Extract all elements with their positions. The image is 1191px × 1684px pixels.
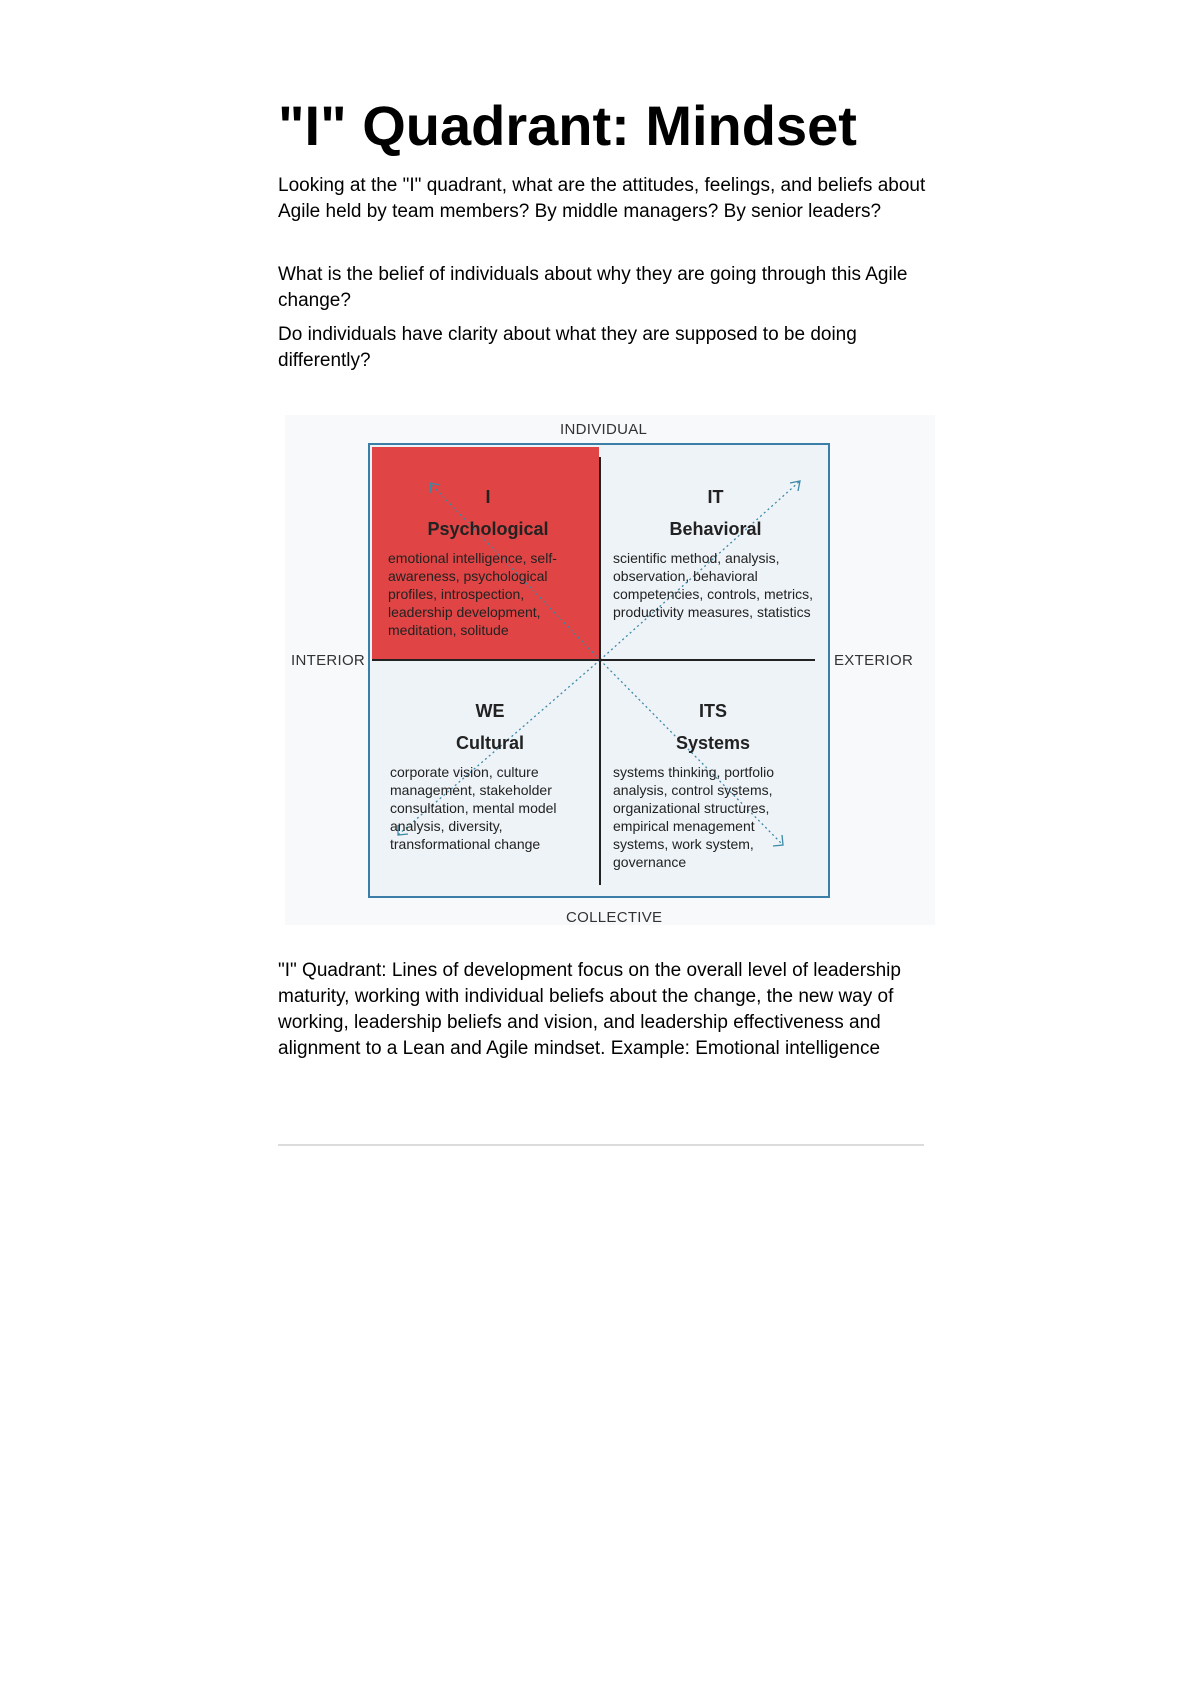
quadrant-code: WE <box>475 701 505 721</box>
diagram-caption: "I" Quadrant: Lines of development focus on the overall level of leadership maturity, working with individual beliefs about the change, the new way of working, leadership beliefs and vision, and leadership effectiveness and alignment to a Lean and Agile mindset. Example: Emotional intelligence <box>278 960 901 1059</box>
axis-label-individual: INDIVIDUAL <box>560 421 648 438</box>
quadrant-name: Behavioral <box>669 519 762 539</box>
quadrant-description: scientific method, analysis, observation, behavioral competencies, controls, metrics, productivity measures, statistics <box>613 550 813 620</box>
quadrant-code: I <box>485 487 491 507</box>
quadrant-upper-left <box>388 485 588 639</box>
quadrant-lower-left <box>390 699 590 853</box>
quadrant-name: Psychological <box>427 519 549 539</box>
quadrant-description: corporate vision, culture management, stakeholder consultation, mental model analysis, diversity, transformational change <box>390 764 557 852</box>
quadrant-name: Cultural <box>455 733 524 753</box>
quadrant-description: systems thinking, portfolio analysis, control systems, organizational structures, empirical menagement systems, work system, governance <box>613 764 775 870</box>
page-title: "I" Quadrant: Mindset <box>278 94 857 157</box>
section-divider <box>278 1144 924 1146</box>
quadrant-upper-right <box>613 485 818 621</box>
axis-label-interior: INTERIOR <box>291 652 366 669</box>
axis-label-collective: COLLECTIVE <box>566 909 663 926</box>
intro-paragraph-1: Looking at the "I" quadrant, what are the attitudes, feelings, and beliefs about Agile held by team members? By middle managers? By senior leaders? <box>278 175 926 222</box>
horizontal-divider <box>372 659 815 661</box>
intro-paragraph-2: What is the belief of individuals about why they are going through this Agile change? <box>278 264 908 311</box>
intro-paragraph-3: Do individuals have clarity about what they are supposed to be doing differently? <box>278 324 857 371</box>
quadrant-lower-right <box>613 699 813 871</box>
quadrant-code: ITS <box>698 701 727 721</box>
quadrant-code: IT <box>707 487 724 507</box>
quadrant-diagram <box>285 415 935 925</box>
vertical-divider <box>599 457 601 885</box>
axis-label-exterior: EXTERIOR <box>834 652 914 669</box>
quadrant-description: emotional intelligence, self-awareness, psychological profiles, introspection, leadership development, meditation, solitude <box>388 550 557 638</box>
quadrant-name: Systems <box>675 733 751 753</box>
